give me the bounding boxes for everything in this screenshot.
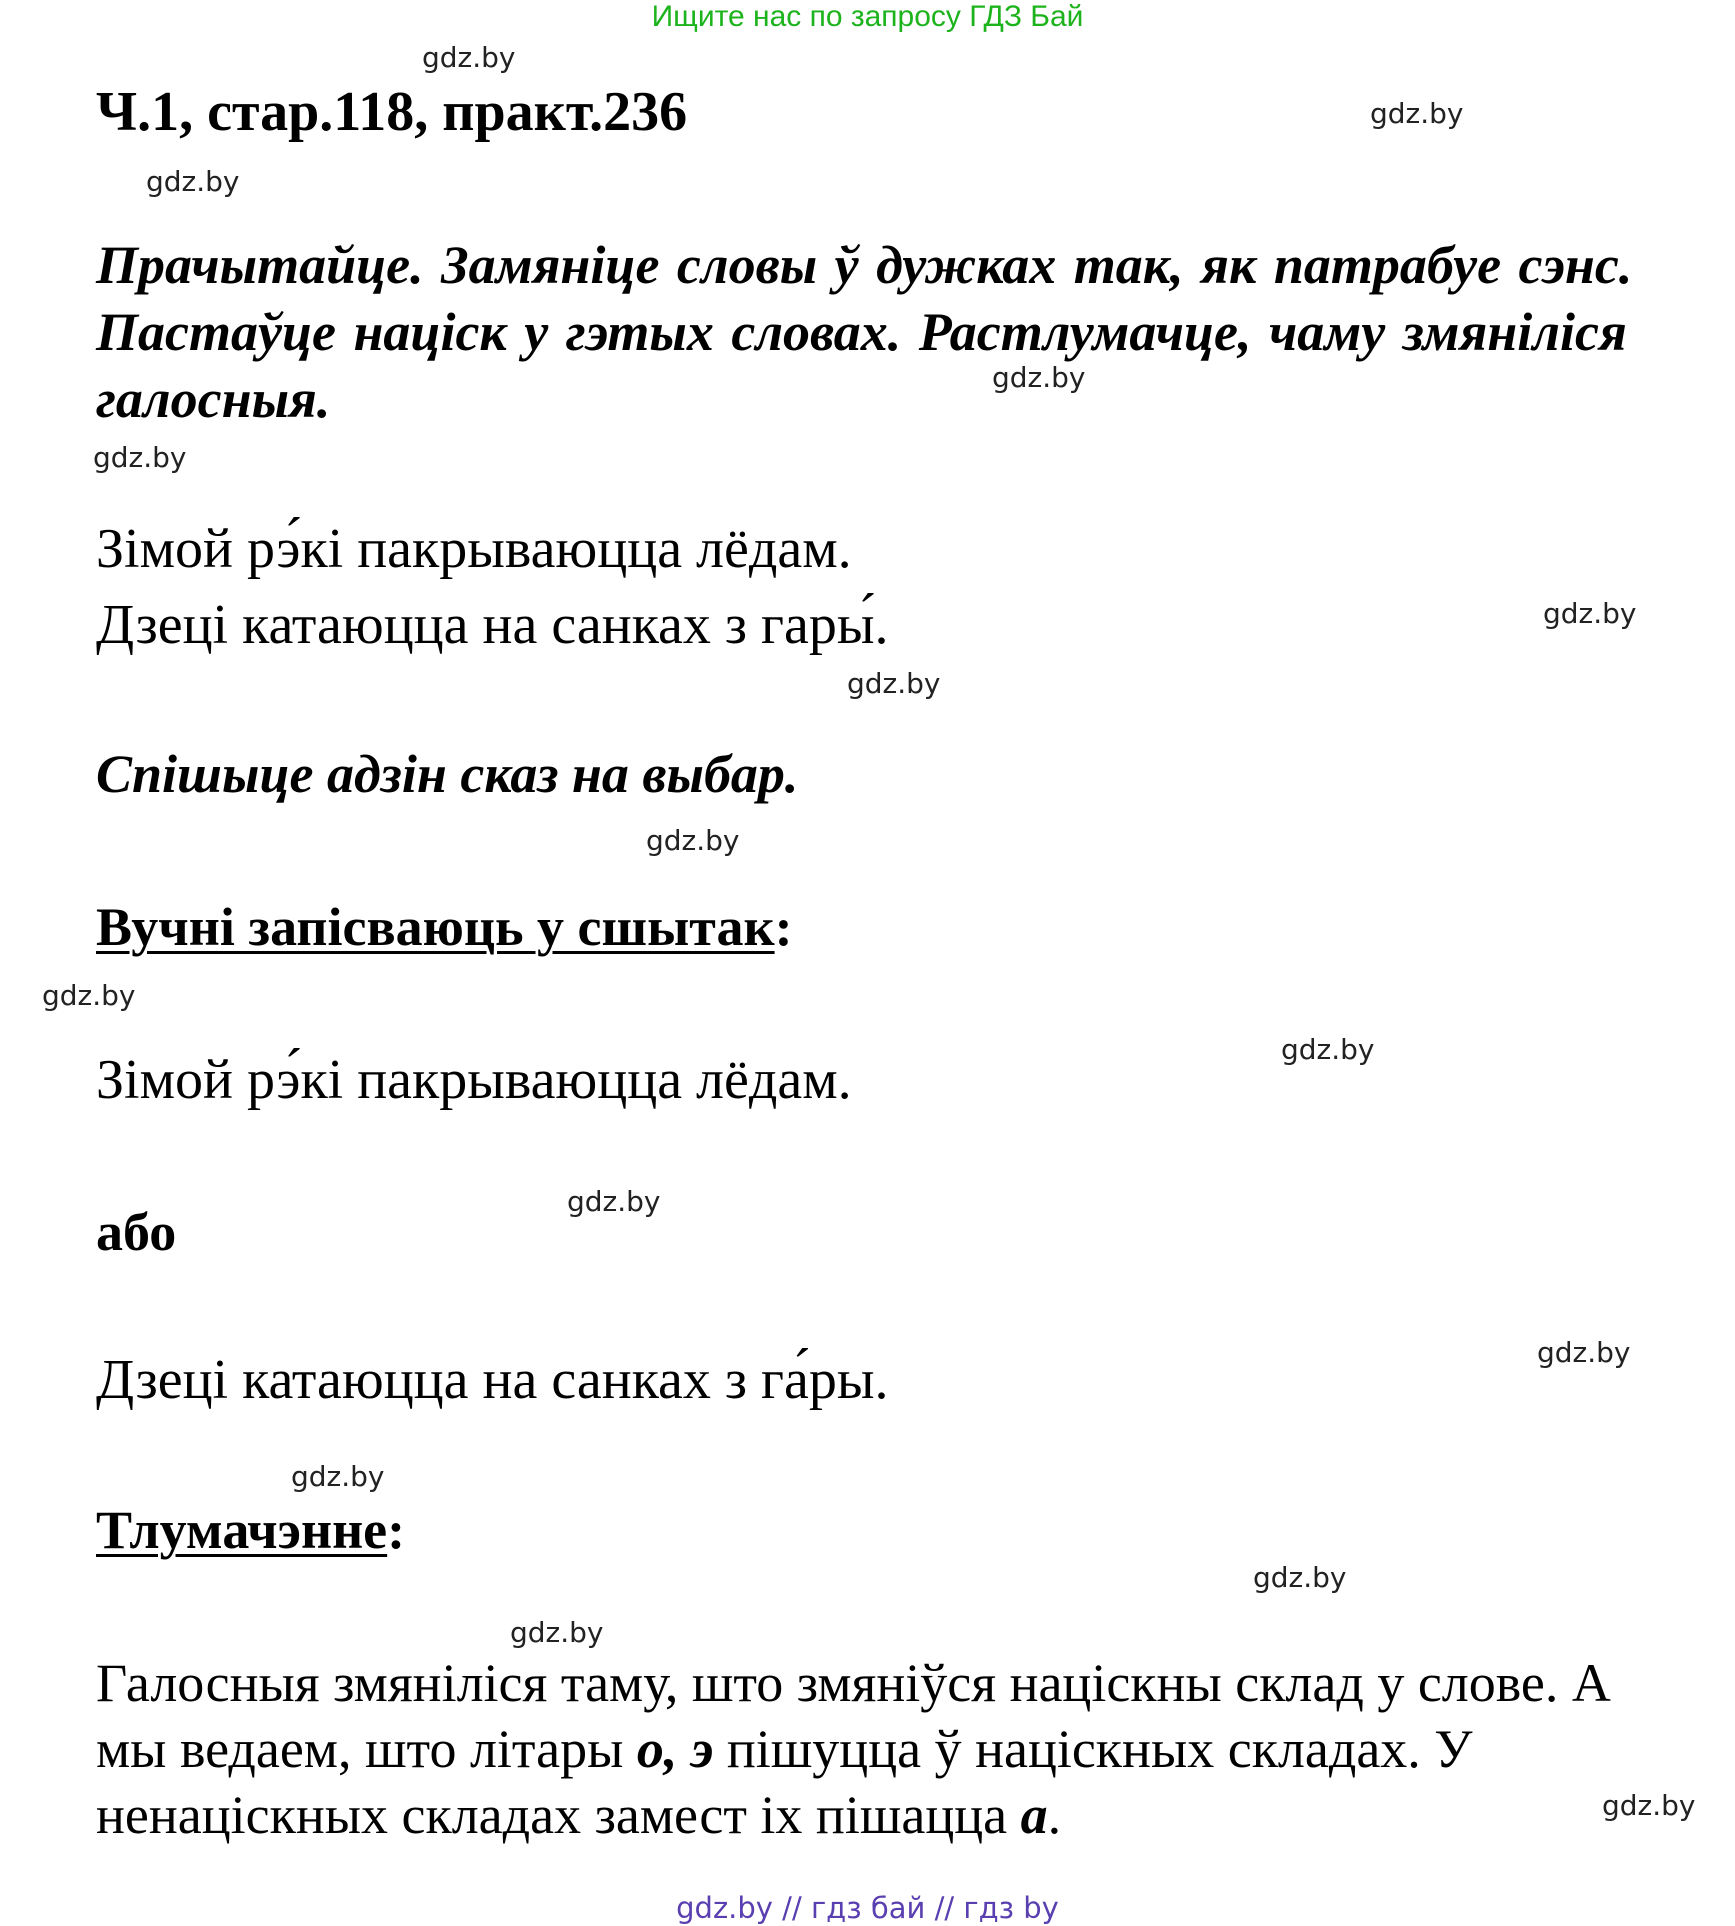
watermark: gdz.by <box>847 667 941 700</box>
top-banner[interactable]: Ищите нас по запросу ГДЗ Бай <box>651 0 1084 33</box>
watermark: gdz.by <box>422 41 516 74</box>
task-instruction: Прачытайце. Замяніце словы ў дужках так, як патрабуе сэнс. Пастаўце націск у гэтых словах. Растлумачце, чаму змяніліся галосныя. <box>96 235 1633 429</box>
or-word: або <box>96 1202 177 1262</box>
original-sentence-2: Дзеці катаюцца на санках з гары́. <box>96 594 889 656</box>
task-instruction-2: Спішыце адзін сказ на выбар. <box>96 744 799 804</box>
explanation-part-2: пішуцца ў націскных складах. У ненаціскных складах замест іх пішацца <box>96 1719 1473 1845</box>
watermark: gdz.by <box>646 824 740 857</box>
watermark: gdz.by <box>291 1460 385 1493</box>
watermark: gdz.by <box>42 979 136 1012</box>
answer-heading <box>96 895 793 959</box>
explanation-heading-text: Тлумачэнне <box>96 1500 388 1560</box>
watermark: gdz.by <box>1537 1336 1631 1369</box>
letter-a: а <box>1020 1785 1048 1845</box>
watermark: gdz.by <box>992 361 1086 394</box>
watermark: gdz.by <box>567 1185 661 1218</box>
watermark: gdz.by <box>1543 597 1637 630</box>
explanation-heading-colon: : <box>387 1500 406 1560</box>
letters-o-e: о, э <box>636 1719 714 1779</box>
explanation-text <box>96 1650 1656 1848</box>
explanation-heading <box>96 1498 405 1562</box>
answer-sentence-1: Зімой рэ́кі пакрываюцца лёдам. <box>96 1049 852 1111</box>
watermark: gdz.by <box>1281 1033 1375 1066</box>
watermark: gdz.by <box>146 165 240 198</box>
answer-heading-text: Вучні запісваюць у сшытак <box>96 897 775 957</box>
footer-links[interactable]: gdz.by // гдз бай // гдз by <box>676 1891 1059 1925</box>
watermark: gdz.by <box>510 1616 604 1649</box>
page-heading: Ч.1, стар.118, практ.236 <box>96 81 688 143</box>
explanation-part-1: Галосныя змяніліся таму, што змяніўся націскны склад у слове. А мы ведаем, што літары <box>96 1653 1611 1779</box>
watermark: gdz.by <box>1253 1561 1347 1594</box>
explanation-part-3: . <box>1047 1785 1062 1845</box>
answer-sentence-2: Дзеці катаюцца на санках з га́ры. <box>96 1349 889 1411</box>
watermark: gdz.by <box>1370 97 1464 130</box>
answer-heading-colon: : <box>774 897 793 957</box>
watermark: gdz.by <box>1602 1789 1696 1822</box>
original-sentence-1: Зімой рэ́кі пакрываюцца лёдам. <box>96 518 852 580</box>
watermark: gdz.by <box>93 441 187 474</box>
